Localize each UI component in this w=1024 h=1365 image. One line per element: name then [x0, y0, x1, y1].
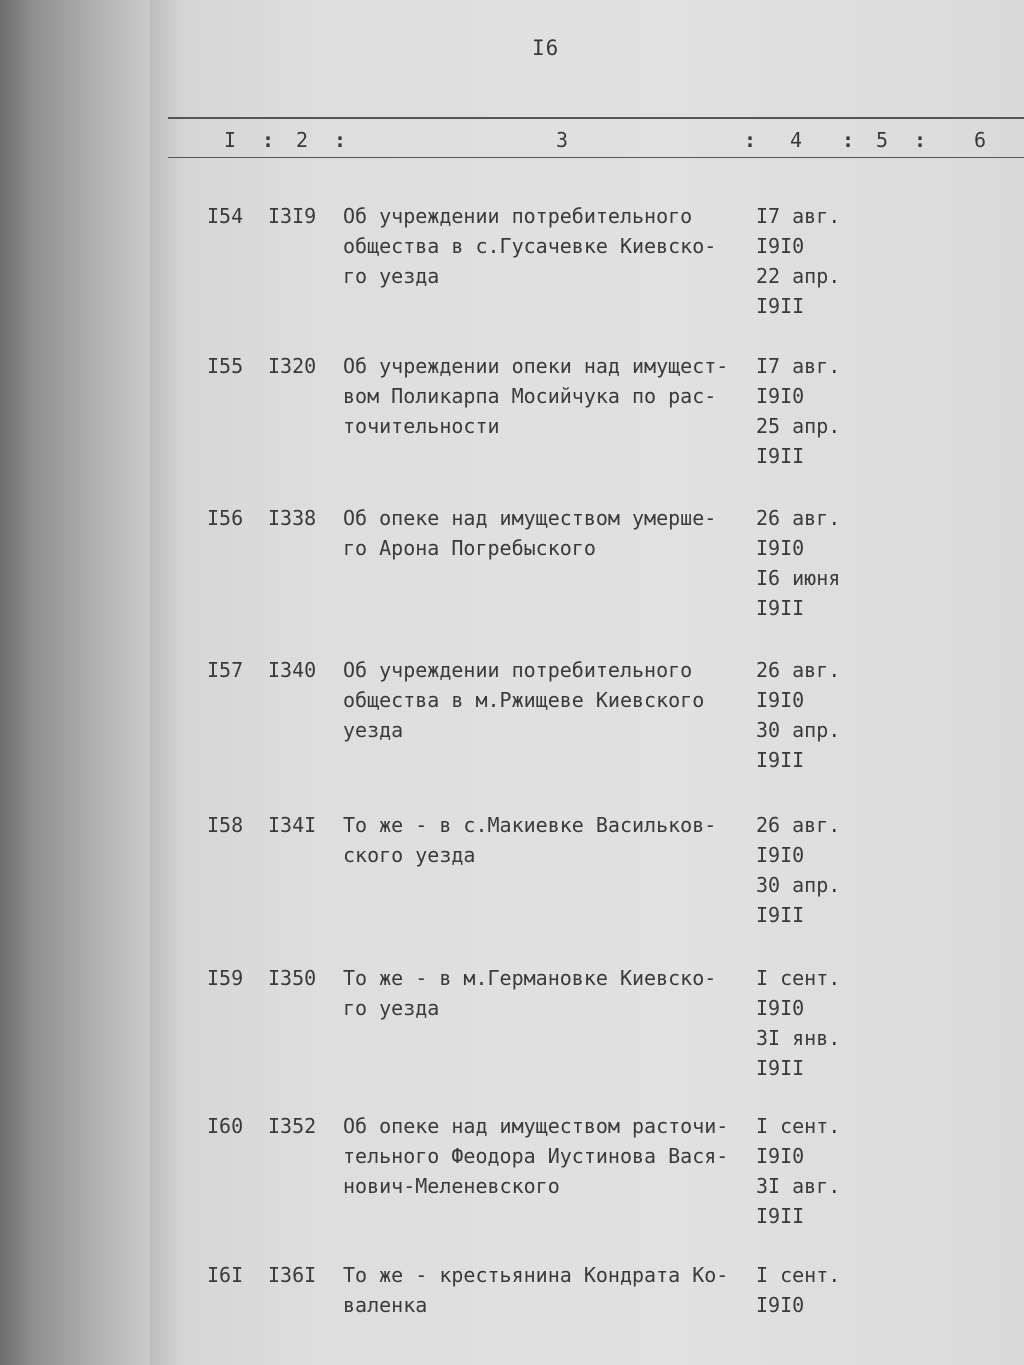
record-date-line: 26 авг. — [756, 506, 841, 530]
column-separator: : — [914, 128, 927, 152]
record-number: I56 — [207, 506, 244, 530]
record-file-number: I340 — [268, 658, 317, 682]
record-dates — [756, 503, 840, 623]
record-dates — [756, 963, 840, 1083]
record-date-line: I7 авг. — [756, 204, 841, 228]
column-header-2: 2 — [296, 128, 309, 152]
record-date-line: I9I0 — [756, 688, 805, 712]
record-file-number: I338 — [268, 506, 317, 530]
record-title-line: вом Поликарпа Мосийчука по рас- — [343, 384, 717, 408]
record-date-line: 26 авг. — [756, 813, 841, 837]
record-title — [343, 201, 716, 291]
record-number: I54 — [207, 204, 244, 228]
record-date-line: I9II — [756, 903, 805, 927]
record-title — [343, 1111, 728, 1201]
record-number: I60 — [207, 1114, 244, 1138]
record-date-line: I сент. — [756, 966, 841, 990]
record-date-line: I9II — [756, 294, 805, 318]
record-date-line: I9II — [756, 444, 805, 468]
page-number: I6 — [532, 36, 560, 60]
record-date-line: I9I0 — [756, 996, 805, 1020]
record-title-line: То же - крестьянина Кондрата Ко- — [343, 1263, 729, 1287]
column-separator: : — [334, 128, 347, 152]
record-title — [343, 503, 716, 563]
record-date-line: 25 апр. — [756, 414, 841, 438]
record-title-line: валенка — [343, 1293, 428, 1317]
record-date-line: 22 апр. — [756, 264, 841, 288]
record-dates — [756, 1260, 840, 1320]
column-separator: : — [744, 128, 757, 152]
column-separator: : — [262, 128, 275, 152]
record-title — [343, 810, 716, 870]
record-file-number: I352 — [268, 1114, 317, 1138]
column-header-3: 3 — [556, 128, 569, 152]
record-file-number: I3I9 — [268, 204, 317, 228]
record-number: I55 — [207, 354, 244, 378]
record-title-line: ского уезда — [343, 843, 476, 867]
record-date-line: I9I0 — [756, 843, 805, 867]
record-title-line: Об опеке над имуществом умерше- — [343, 506, 717, 530]
record-title-line: точительности — [343, 414, 500, 438]
header-top-rule — [168, 117, 1024, 119]
record-date-line: 26 авг. — [756, 658, 841, 682]
record-title-line: го Арона Погребыского — [343, 536, 596, 560]
record-dates — [756, 655, 840, 775]
record-title-line: Об учреждении опеки над имущест- — [343, 354, 729, 378]
record-title-line: То же - в с.Макиевке Васильков- — [343, 813, 717, 837]
record-date-line: 3I авг. — [756, 1174, 841, 1198]
record-title-line: го уезда — [343, 996, 440, 1020]
record-dates — [756, 201, 840, 321]
record-number: I57 — [207, 658, 244, 682]
record-file-number: I350 — [268, 966, 317, 990]
record-number: I58 — [207, 813, 244, 837]
record-date-line: I9II — [756, 1204, 805, 1228]
record-title-line: общества в м.Ржищеве Киевского — [343, 688, 705, 712]
record-dates — [756, 1111, 840, 1231]
record-dates — [756, 810, 840, 930]
record-title — [343, 655, 704, 745]
record-file-number: I34I — [268, 813, 317, 837]
record-date-line: I7 авг. — [756, 354, 841, 378]
record-number: I59 — [207, 966, 244, 990]
column-separator: : — [842, 128, 855, 152]
record-title-line: общества в с.Гусачевке Киевско- — [343, 234, 717, 258]
record-date-line: I9I0 — [756, 384, 805, 408]
record-file-number: I36I — [268, 1263, 317, 1287]
record-date-line: I6 июня — [756, 566, 841, 590]
record-date-line: I9II — [756, 1056, 805, 1080]
record-title-line: нович-Меленевского — [343, 1174, 560, 1198]
record-title — [343, 351, 728, 441]
record-title — [343, 1260, 728, 1320]
record-dates — [756, 351, 840, 471]
column-header-6: 6 — [974, 128, 987, 152]
column-header-1: I — [224, 128, 237, 152]
record-date-line: I9I0 — [756, 536, 805, 560]
record-title-line: Об опеке над имуществом расточи- — [343, 1114, 729, 1138]
record-title-line: уезда — [343, 718, 404, 742]
record-file-number: I320 — [268, 354, 317, 378]
record-date-line: 30 апр. — [756, 873, 841, 897]
record-date-line: I9I0 — [756, 234, 805, 258]
record-title-line: То же - в м.Германовке Киевско- — [343, 966, 717, 990]
record-number: I6I — [207, 1263, 244, 1287]
record-title-line: Об учреждении потребительного — [343, 204, 693, 228]
record-date-line: I9I0 — [756, 1293, 805, 1317]
column-header-5: 5 — [876, 128, 889, 152]
record-date-line: I сент. — [756, 1263, 841, 1287]
record-title-line: Об учреждении потребительного — [343, 658, 693, 682]
record-date-line: I9II — [756, 748, 805, 772]
column-header-4: 4 — [790, 128, 803, 152]
record-date-line: 3I янв. — [756, 1026, 841, 1050]
record-date-line: I9I0 — [756, 1144, 805, 1168]
record-title — [343, 963, 716, 1023]
record-date-line: I9II — [756, 596, 805, 620]
record-title-line: го уезда — [343, 264, 440, 288]
record-title-line: тельного Феодора Иустинова Вася- — [343, 1144, 729, 1168]
record-date-line: 30 апр. — [756, 718, 841, 742]
record-date-line: I сент. — [756, 1114, 841, 1138]
header-bottom-rule — [168, 157, 1024, 158]
